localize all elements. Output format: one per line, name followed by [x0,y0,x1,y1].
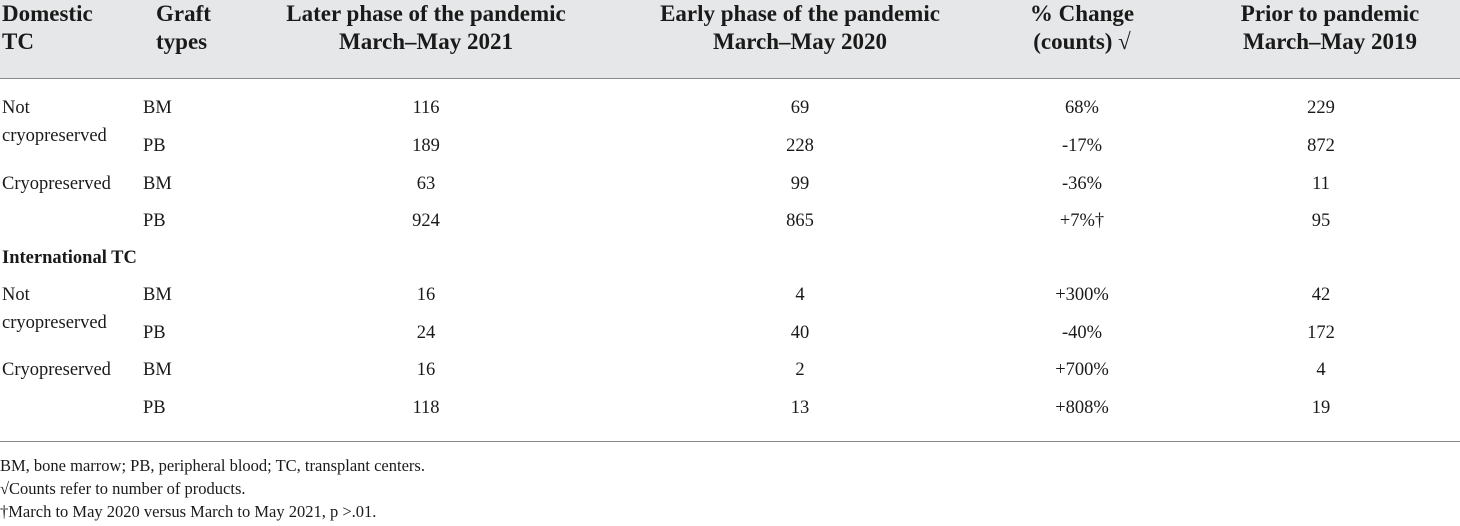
row-change-value: +700% [1055,360,1109,380]
row-graft-type: PB [143,398,166,418]
row-change-value: -36% [1061,174,1103,194]
row-graft-type: PB [143,323,166,343]
row-group-label: Not [2,285,30,305]
header-later-phase [226,0,626,56]
row-early-value: 69 [790,98,810,118]
row-group-label: cryopreserved [2,126,107,146]
row-later-value: 16 [416,360,436,380]
row-later-value: 189 [412,136,440,156]
row-early-value: 40 [790,323,810,343]
row-later-value: 16 [416,285,436,305]
header-domestic-tc [2,0,93,56]
table-bottom-rule [0,441,1460,442]
row-early-value: 99 [790,174,810,194]
row-early-value: 228 [786,136,814,156]
international-tc-label: International TC [2,248,137,268]
row-later-value: 118 [412,398,440,418]
row-change-value: +7%† [1059,211,1105,231]
header-domestic-tc-line2: TC [2,29,34,54]
header-prior-pandemic-line1: Prior to pandemic [1240,1,1420,26]
header-early-phase [600,0,1000,56]
row-graft-type: BM [143,174,172,194]
row-prior-value: 42 [1311,285,1331,305]
row-change-value: -40% [1061,323,1103,343]
header-graft-types-line1: Graft [156,1,211,26]
row-prior-value: 19 [1311,398,1331,418]
footnote-counts: √Counts refer to number of products. [0,479,246,498]
header-graft-types-line2: types [156,29,208,54]
footnote-abbreviations: BM, bone marrow; PB, peripheral blood; TC, transplant centers. [0,456,425,475]
header-early-phase-line1: Early phase of the pandemic [660,1,940,26]
header-percent-change [972,0,1192,56]
row-change-value: +300% [1055,285,1109,305]
row-later-value: 63 [416,174,436,194]
row-group-label: Cryopreserved [2,174,111,194]
row-graft-type: PB [143,136,166,156]
row-prior-value: 172 [1307,323,1335,343]
header-divider [0,78,1460,79]
footnote-comparison: †March to May 2020 versus March to May 2021, p >.01. [0,502,377,521]
header-percent-change-line1: % Change [1029,1,1135,26]
row-early-value: 865 [786,211,814,231]
header-early-phase-line2: March–May 2020 [713,29,887,54]
row-change-value: +808% [1055,398,1109,418]
row-later-value: 116 [412,98,440,118]
row-group-label: Cryopreserved [2,360,111,380]
header-prior-pandemic-line2: March–May 2019 [1243,29,1417,54]
row-later-value: 924 [412,211,440,231]
row-prior-value: 229 [1307,98,1335,118]
row-early-value: 13 [790,398,810,418]
row-graft-type: BM [143,98,172,118]
header-later-phase-line2: March–May 2021 [339,29,513,54]
row-prior-value: 872 [1307,136,1335,156]
row-change-value: 68% [1065,98,1099,118]
row-graft-type: BM [143,285,172,305]
header-later-phase-line1: Later phase of the pandemic [286,1,566,26]
row-prior-value: 4 [1316,360,1326,380]
row-later-value: 24 [416,323,436,343]
header-percent-change-line2: (counts) √ [1033,29,1131,54]
header-domestic-tc-line1: Domestic [2,1,93,26]
row-early-value: 4 [795,285,805,305]
row-graft-type: PB [143,211,166,231]
row-group-label: cryopreserved [2,313,107,333]
row-prior-value: 11 [1312,174,1330,194]
header-prior-pandemic [1180,0,1460,56]
header-graft-types [156,0,211,56]
row-early-value: 2 [795,360,805,380]
row-group-label: Not [2,98,30,118]
row-change-value: -17% [1061,136,1103,156]
row-graft-type: BM [143,360,172,380]
row-prior-value: 95 [1311,211,1331,231]
